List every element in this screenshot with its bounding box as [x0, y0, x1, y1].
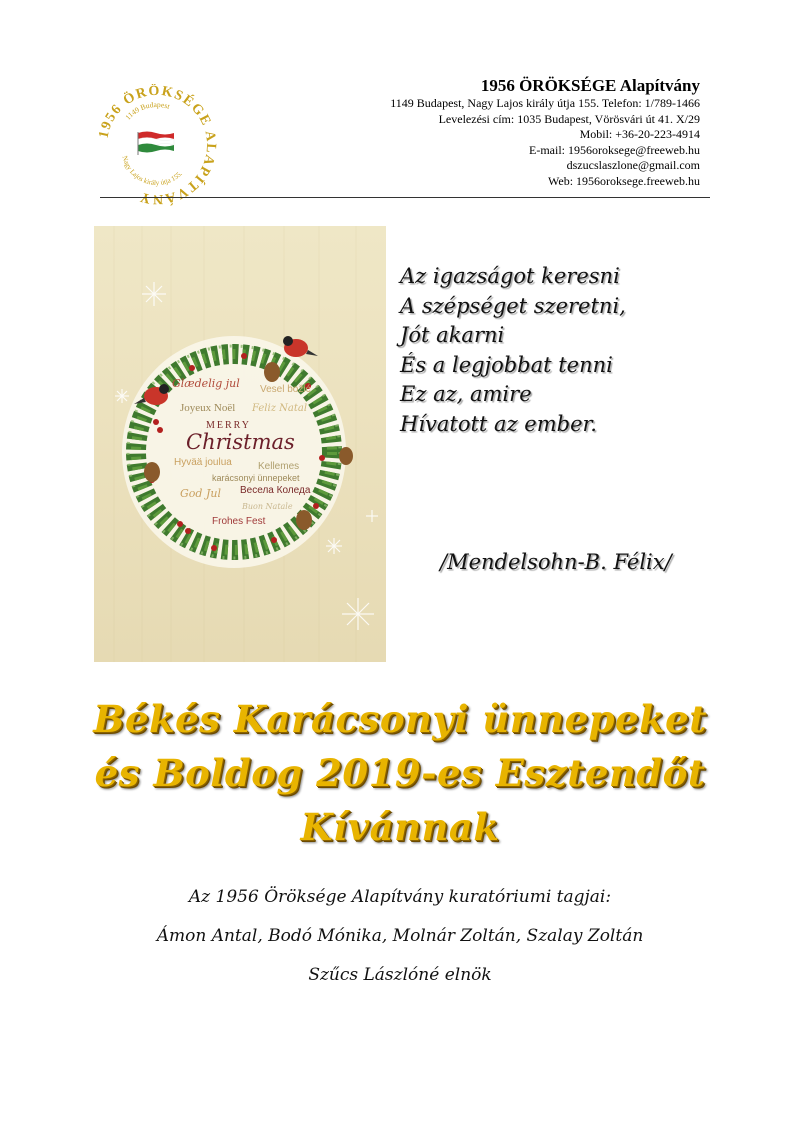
header-divider [100, 197, 710, 198]
card-greeting-french: Joyeux Noël [180, 402, 236, 414]
card-greeting-german: Frohes Fest [212, 516, 266, 527]
mobile-line: Mobil: +36-20-223-4914 [579, 127, 700, 141]
greeting-line: és Boldog 2019-es Esztendőt [94, 751, 706, 795]
foundation-seal-logo [96, 84, 218, 206]
card-greeting-christmas: Christmas [186, 430, 295, 454]
board-members-names: Ámon Antal, Bodó Mónika, Molnár Zoltán, Szalay Zoltán [156, 926, 644, 946]
card-greeting-merry: MERRY [206, 420, 252, 431]
organization-name: 1956 ÖRÖKSÉGE Alapítvány [480, 76, 700, 95]
card-greeting-italian: Buon Natale [242, 502, 293, 511]
web-line: Web: 1956oroksege.freeweb.hu [548, 173, 700, 188]
poem-line: És a legjobbat tenni [400, 352, 613, 377]
card-greeting-bulgarian: Весела Коледа [240, 485, 311, 496]
svg-text:Nagy Lajos király útja 155. [121, 155, 185, 187]
greeting-line: Kívánnak [300, 805, 500, 849]
header-contact-block [280, 76, 700, 189]
card-greeting-norwegian: God Jul [180, 487, 221, 500]
poem-attribution: /Mendelsohn-B. Félix/ [440, 550, 672, 574]
seal-inner-bottom-text: Nagy Lajos király útja 155. [120, 155, 184, 188]
poem-line: Hívatott az ember. [400, 411, 597, 436]
postal-address-line: Levelezési cím: 1035 Budapest, Vörösvári út 41. X/29 [438, 111, 700, 126]
address-line: 1149 Budapest, Nagy Lajos király útja 155. Telefon: 1/789-1466 [390, 96, 700, 110]
poem-line: Az igazságot keresni [400, 264, 620, 288]
card-greeting-hungarian-2: karácsonyi ünnepeket [212, 473, 300, 483]
poem-line: Ez az, amire [400, 382, 532, 406]
card-greeting-danish: Glædelig jul [172, 377, 240, 390]
president-name: Szűcs Lászlóné elnök [308, 965, 492, 985]
signature-block [0, 878, 800, 995]
christmas-card-image [94, 226, 386, 662]
hungarian-flag-icon [138, 132, 174, 156]
card-greeting-croatian: Vesel božić [260, 384, 311, 395]
seal-inner-top-text: 1149 Budapest [123, 99, 171, 122]
card-greeting-finnish: Hyvää joulua [174, 457, 232, 468]
card-greeting-portuguese: Feliz Natal [252, 403, 308, 414]
email-secondary-line: dszucslaszlone@gmail.com [566, 158, 700, 172]
poem [400, 262, 730, 439]
poem-line: A szépséget szeretni, [400, 293, 626, 318]
holiday-greeting [0, 692, 800, 854]
seal-outer-text: 1956 ÖRÖKSÉGE ALAPÍTVÁNY [96, 84, 218, 206]
greeting-line: Békés Karácsonyi ünnepeket [93, 697, 707, 741]
email-line: E-mail: 1956oroksege@freeweb.hu [529, 142, 700, 157]
card-greeting-hungarian: Kellemes [258, 461, 300, 472]
poem-line: Jót akarni [400, 323, 505, 347]
board-members-intro: Az 1956 Öröksége Alapítvány kuratóriumi tagjai: [188, 887, 612, 907]
